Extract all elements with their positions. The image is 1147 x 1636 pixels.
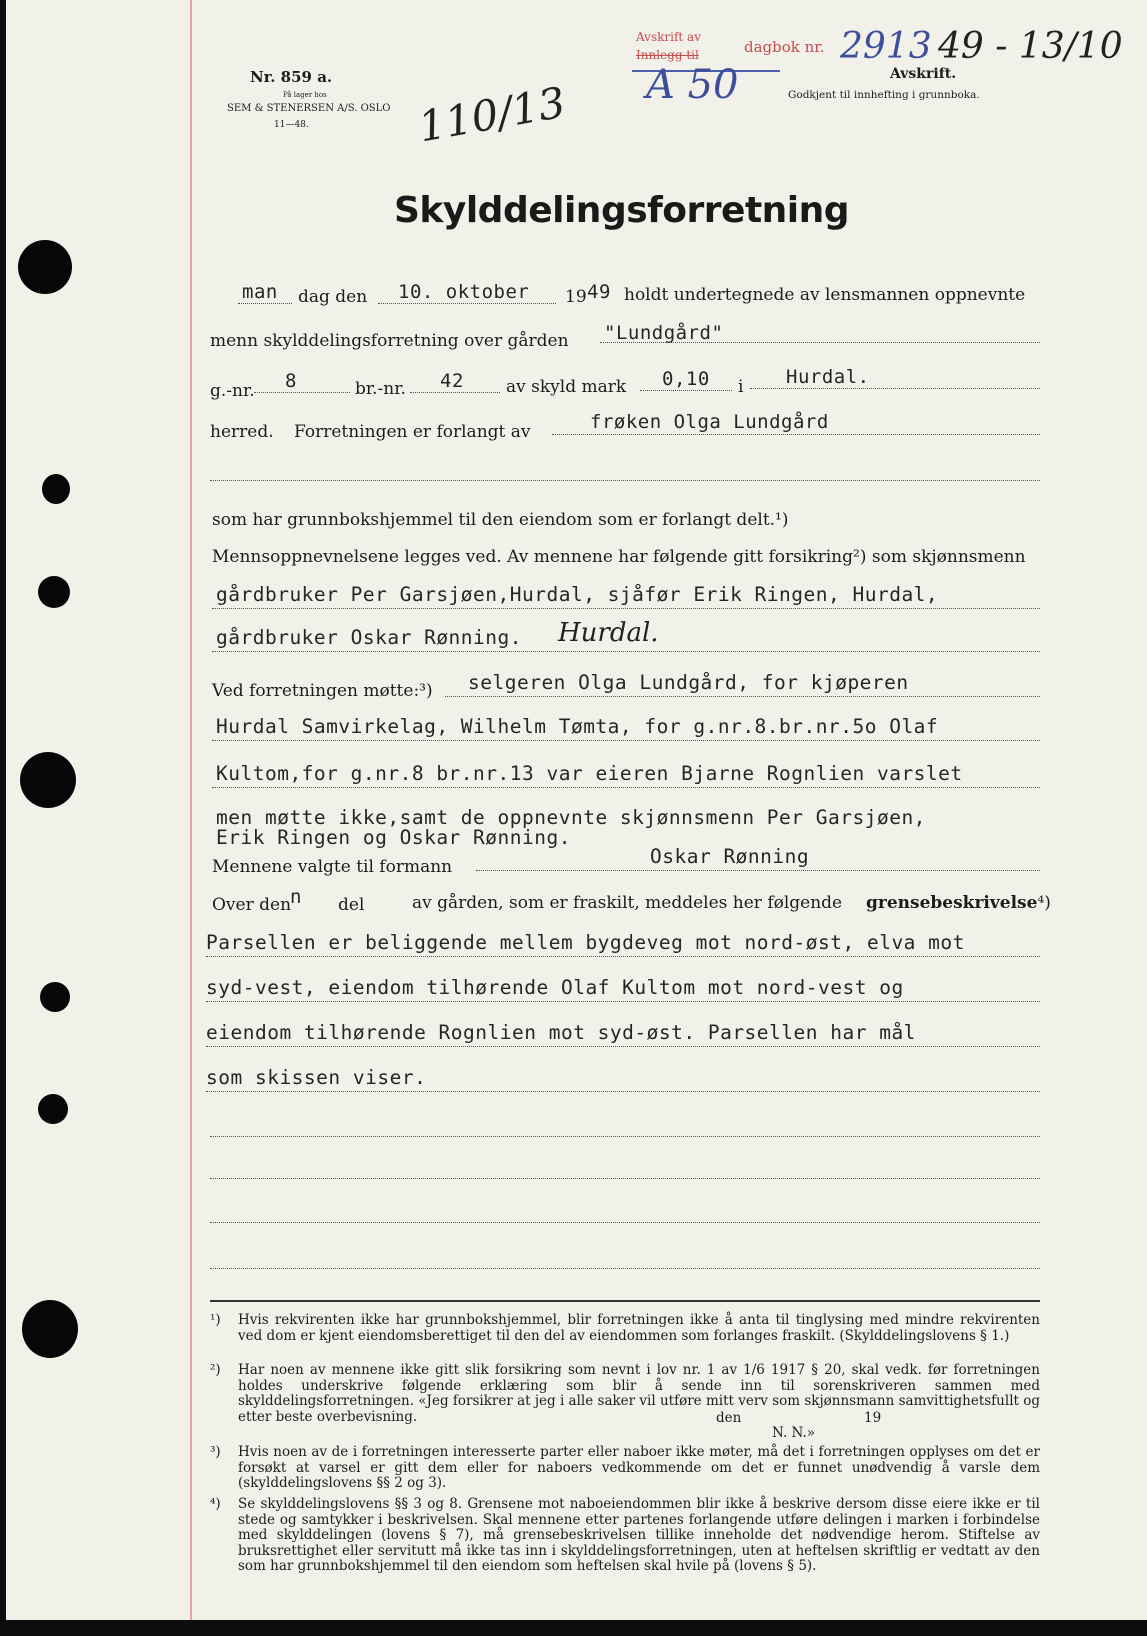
over-rest-label: av gården, som er fraskilt, meddeles her følgende — [412, 893, 843, 913]
grense-line: som skissen viser. — [206, 1066, 427, 1089]
footnote-4 — [210, 1497, 1040, 1587]
grense-line: syd-vest, eiendom tilhørende Olaf Kultom mot nord-vest og — [206, 976, 904, 999]
grensebeskrivelse-label — [866, 893, 1051, 913]
blank-line — [210, 1268, 1040, 1269]
blank-line — [238, 303, 292, 304]
binder-hole — [38, 1094, 68, 1124]
over-n: n — [290, 886, 302, 908]
motte-line: men møtte ikke,samt de oppnevnte skjønnsmenn Per Garsjøen, — [216, 806, 926, 829]
herred-name: Hurdal. — [786, 366, 870, 388]
margin-line — [190, 0, 192, 1620]
line-over-garden: menn skylddelingsforretning over gården — [210, 331, 569, 351]
dagbok-number: 2913 — [840, 26, 932, 67]
skjonnsmenn-line: gårdbruker Oskar Rønning. — [216, 626, 522, 649]
handwritten-reference: 110/13 — [414, 77, 569, 152]
skyld-label: av skyld mark — [506, 377, 627, 397]
dag-den-label: dag den — [298, 287, 368, 307]
stamp-avskrift-av: Avskrift av — [636, 30, 701, 44]
blank-line — [212, 608, 1040, 609]
blank-line — [552, 434, 1040, 435]
menn-text: Mennsoppnevnelsene legges ved. Av mennene har følgende gitt forsikring²) som skjønnsmenn — [212, 547, 1026, 567]
motte-line: Erik Ringen og Oskar Rønning. — [216, 826, 571, 849]
stamp-innlegg-til: Innlegg til — [636, 48, 699, 62]
publisher-line: SEM & STENERSEN A/S. OSLO — [227, 103, 391, 114]
formann-value: Oskar Rønning — [650, 845, 810, 868]
avskrift-label: Avskrift. — [890, 66, 957, 82]
holdt-text: holdt undertegnede av lensmannen oppnevnte — [624, 285, 1026, 305]
motte-line: selgeren Olga Lundgård, for kjøperen — [468, 671, 909, 694]
skyld-value: 0,10 — [662, 368, 710, 390]
footnote-3 — [210, 1445, 1040, 1495]
footnote-text: Hvis rekvirenten ikke har grunnbokshjemmel, blir forretningen ikke å anta til tinglysing med mindre rekvirenten ved dom er kjent eiendomsberettiget til den del av eiendommen som forlanges fraskilt. (Skylddelingslovens § 1.) — [238, 1312, 1040, 1344]
form-number: Nr. 859 a. — [250, 68, 333, 86]
footnote-text: Hvis noen av de i forretningen interesserte parter eller naboer ikke møter, må det i forretningen opplyses om det er forsøkt at varsel er gitt dem eller for naboers vedkommende om det er funnet unødvendig å varsle dem (skylddelingslovens §§ 2 og 3). — [238, 1444, 1040, 1491]
blank-line — [254, 392, 350, 393]
binder-hole — [20, 752, 76, 808]
blank-line — [212, 740, 1040, 741]
footnote-number: ¹) — [210, 1312, 221, 1328]
footnote-2-signature: N. N.» — [772, 1425, 816, 1441]
blank-line — [210, 480, 1040, 481]
binder-hole — [40, 982, 70, 1012]
gnr-label: g.-nr. — [210, 381, 255, 401]
handwritten-hurdal: Hurdal. — [558, 618, 659, 648]
document-title: Skylddelingsforretning — [394, 190, 850, 231]
footnote-number: ³) — [210, 1444, 221, 1460]
skjonnsmenn-line: gårdbruker Per Garsjøen,Hurdal, sjåfør Erik Ringen, Hurdal, — [216, 583, 939, 606]
year-prefix: 19 — [565, 287, 587, 307]
motte-label: Ved forretningen møtte:³) — [212, 681, 433, 701]
weekday: man — [242, 281, 278, 303]
gnr-value: 8 — [285, 370, 297, 392]
grense-line: eiendom tilhørende Rognlien mot syd-øst. Parsellen har mål — [206, 1021, 916, 1044]
grunnbok-text: som har grunnbokshjemmel til den eiendom som er forlangt delt.¹) — [212, 510, 789, 530]
blank-line — [210, 1178, 1040, 1179]
blank-line — [206, 956, 1040, 957]
dagbok-year-date: 49 - 13/10 — [938, 26, 1123, 67]
herred-label: herred. — [210, 422, 274, 442]
binder-hole — [38, 576, 70, 608]
footnote-2 — [210, 1363, 1040, 1433]
i-label: i — [738, 377, 744, 397]
bnr-value: 42 — [440, 370, 464, 392]
binder-hole — [18, 240, 72, 294]
forlangt-label: Forretningen er forlangt av — [294, 422, 531, 442]
blank-line — [410, 392, 500, 393]
grense-line: Parsellen er beliggende mellem bygdeveg mot nord-øst, elva mot — [206, 931, 965, 954]
publisher-line: 11—48. — [274, 120, 309, 130]
bnr-label: br.-nr. — [355, 379, 406, 399]
blank-line — [206, 1001, 1040, 1002]
stamp-a-number: A 50 — [646, 62, 739, 108]
footnote-2-year: 19 — [864, 1410, 882, 1426]
farm-name: "Lundgård" — [604, 322, 724, 344]
motte-line: Kultom,for g.nr.8 br.nr.13 var eieren Bjarne Rognlien varslet — [216, 762, 963, 785]
footnote-2-den: den — [716, 1410, 742, 1426]
blank-line — [640, 390, 732, 391]
grensebeskrivelse-text: grensebeskrivelse — [866, 893, 1038, 913]
footnote-number: ⁴) — [210, 1496, 221, 1512]
blank-line — [445, 696, 1040, 697]
footnote-text: Har noen av mennene ikke gitt slik forsikring som nevnt i lov nr. 1 av 1/6 1917 § 20, skal vedk. før forretningen holdes underskrive følgende erklæring som blir å sende inn til sorenskriveren sammen med skylddelingsforretningen. «Jeg forsikrer at jeg i alle saker vil utføre mitt verv som skjønnsmann samvittighetsfullt og etter beste overbevisning. — [238, 1362, 1040, 1425]
formann-label: Mennene valgte til formann — [212, 857, 453, 877]
godkjent-text: Godkjent til innhefting i grunnboka. — [788, 89, 980, 101]
publisher-line: På lager hos — [283, 91, 327, 99]
footnote-1 — [210, 1313, 1040, 1363]
over-den-label: Over den — [212, 895, 292, 915]
blank-line — [750, 388, 1040, 389]
blank-line — [378, 303, 556, 304]
binder-hole — [42, 474, 70, 504]
footnote-number: ²) — [210, 1362, 221, 1378]
binder-hole — [22, 1300, 78, 1358]
blank-line — [206, 1046, 1040, 1047]
over-del-label: del — [338, 895, 365, 915]
blank-line — [210, 1136, 1040, 1137]
stamp-dagbok-label: dagbok nr. — [744, 38, 825, 56]
blank-line — [476, 870, 1040, 871]
footnote-divider — [210, 1300, 1040, 1302]
year-value: 49 — [587, 281, 611, 303]
forlangt-value: frøken Olga Lundgård — [590, 411, 829, 433]
motte-line: Hurdal Samvirkelag, Wilhelm Tømta, for g.nr.8.br.nr.5o Olaf — [216, 715, 939, 738]
blank-line — [210, 1222, 1040, 1223]
footnote-ref: ⁴) — [1037, 893, 1051, 913]
blank-line — [600, 342, 1040, 343]
date-value: 10. oktober — [398, 281, 530, 303]
footnote-text: Se skylddelingslovens §§ 3 og 8. Grensene mot naboeiendommen blir ikke å beskrive dersom disse eiere ikke er til stede og samtykker i beskrivelsen. Skal mennene etter partenes forlangende utføre delingen i marken i forbindelse med skylddelingen (lovens § 7), må grensebeskrivelsen tillike inneholde det nødvendige herom. Stiftelse av bruksrettighet eller servitutt må ikke tas inn i skylddelingsforretningen, uten at heftelsen skriftlig er vedtatt av den som har grunnbokshjemmel til den eiendom som heftelsen skal hvile på (lovens § 5). — [238, 1496, 1040, 1574]
blank-line — [212, 787, 1040, 788]
blank-line — [206, 1091, 1040, 1092]
blank-line — [212, 651, 1040, 652]
